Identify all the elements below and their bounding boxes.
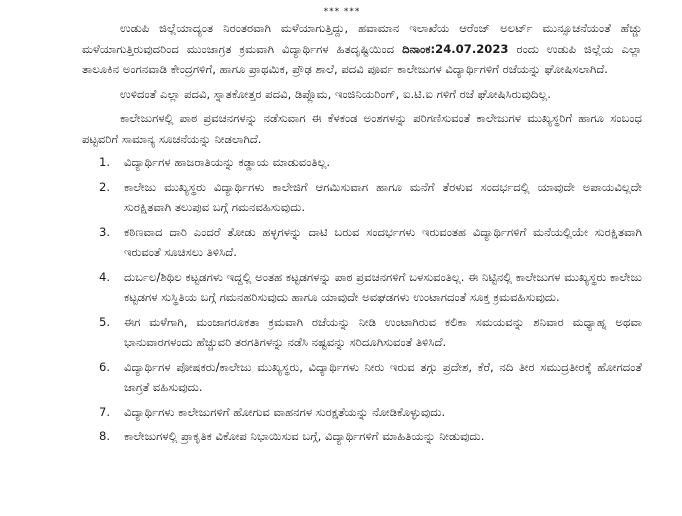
list-item-number: 1. bbox=[98, 155, 110, 169]
list-item-text: ದುರ್ಬಲ/ಶಿಥಿಲ ಕಟ್ಟಡಗಳು ಇದ್ದಲ್ಲಿ ಅಂತಹ ಕಟ್ಟಡಗಳನ್ನು ಪಾಠ ಪ್ರವಚನಗಳಿಗೆ ಬಳಸುವಂತಿಲ್ಲ. ಈ ನಿಟ್ಟಿನಲ್ಲಿ ಕಾಲೇಜುಗಳ ಮುಖ್ಯಸ್ಥರು ಕಾಲೇಜು ಕಟ್ಟಡಗಳ ಸುಸ್ಥಿತಿಯ ಬಗ್ಗೆ ಗಮನಹರಿಸುವುದು ಹಾಗೂ ಯಾವುದೇ ಅವಘಡಗಳು ಉಂಟಾಗದಂತೆ ಸೂಕ್ತ ಕ್ರಮವಹಿಸುವುದು. bbox=[124, 269, 642, 304]
list-item-text: ಈಗ ಮಳೆಗಾಗಿ, ಮಂಜಾಗರೂಕತಾ ಕ್ರಮವಾಗಿ ರಜೆಯನ್ನು ನೀಡಿ ಉಂಟಾಗಿರುವ ಕಲಿಕಾ ಸಮಯವನ್ನು ಶನಿವಾರ ಮಧ್ಯಾಹ್ನ ಅಥವಾ ಭಾನುವಾರಗಳಂದು ಹೆಚ್ಚುವರಿ ತರಗತಿಗಳನ್ನು ನಡೆಸಿ ನಷ್ಟವನ್ನು ಸರಿದೂಗಿಸುವಂತೆ ತಿಳಿಸಿದೆ. bbox=[124, 314, 642, 349]
list-item-text: ಕಾಲೇಜು ಮುಖ್ಯಸ್ಥರು ವಿದ್ಯಾರ್ಥಿಗಳು ಕಾಲೇಜಿಗೆ ಆಗಮಿಸುವಾಗ ಹಾಗೂ ಮನೆಗೆ ತೆರಳುವ ಸಂದರ್ಭದಲ್ಲಿ ಯಾವುದೇ ಅಪಾಯವಿಲ್ಲದೇ ಸುರಕ್ಷಿತವಾಗಿ ತಲುಪುವ ಬಗ್ಗೆ ಗಮನವಹಿಸುವುದು. bbox=[124, 179, 642, 214]
list-item-text: ಕಠಿಣವಾದ ದಾರಿ ಎಂದರೆ ತೋಡು ಹಳ್ಳಗಳನ್ನು ದಾಟಿ ಬರುವ ಸಂದರ್ಭಗಳು ಇರುವಂತಹ ವಿದ್ಯಾರ್ಥಿಗಳಿಗೆ ಮನೆಯಲ್ಲಿಯೇ ಸುರಕ್ಷಿತವಾಗಿ ಇರುವಂತೆ ಸೂಚಿಸಲು ತಿಳಿಸಿದೆ. bbox=[124, 224, 642, 259]
list-item-text: ವಿದ್ಯಾರ್ಥಿಗಳ ಪೋಷಕರು/ಕಾಲೇಜು ಮುಖ್ಯಸ್ಥರು, ವಿದ್ಯಾರ್ಥಿಗಳು ನೀರು ಇರುವ ತಗ್ಗು ಪ್ರದೇಶ, ಕೆರೆ, ನದಿ ತೀರ ಸಮುದ್ರತೀರಕ್ಕೆ ಹೋಗದಂತೆ ಜಾಗ್ರತೆ ವಹಿಸುವುದು. bbox=[124, 359, 642, 394]
paragraph-instructions-intro: ಕಾಲೇಜುಗಳಲ್ಲಿ ಪಾಠ ಪ್ರವಚನಗಳನ್ನು ನಡೆಸುವಾಗ ಈ ಕೆಳಕಂಡ ಅಂಶಗಳನ್ನು ಪರಿಗಣಿಸುವಂತೆ ಕಾಲೇಜುಗಳ ಮುಖ್ಯಸ್ಥರಿಗೆ ಹಾಗೂ ಸಂಬಂಧ ಪಟ್ಟವರಿಗೆ ಸಾಮಾನ್ಯ ಸೂಚನೆಯನ್ನು ನೀಡಲಾಗಿದೆ. bbox=[82, 111, 642, 146]
announcement-date: ದಿನಾಂಕ:24.07.2023 bbox=[402, 41, 509, 56]
list-item-text: ವಿದ್ಯಾರ್ಥಿಗಳ ಹಾಜರಾತಿಯನ್ನು ಕಡ್ಡಾಯ ಮಾಡುವಂತಿಲ್ಲ. bbox=[124, 155, 331, 169]
list-item-number: 8. bbox=[98, 429, 110, 443]
paragraph-1-text-before: ಉಡುಪಿ ಜಿಲ್ಲೆಯಾದ್ಯಂತ ನಿರಂತರವಾಗಿ ಮಳೆಯಾಗುತ್ತಿದ್ದು, ಹವಾಮಾನ ಇಲಾಖೆಯ ಆರೆಂಜ್ ಅಲರ್ಟ್ ಮುನ್ಸೂಚನೆಯಂತೆ ಹೆಚ್ಚು ಮಳೆಯಾಗುತ್ತಿರುವುದರಿಂದ ಮುಂಜಾಗ್ರತ ಕ್ರಮವಾಗಿ ವಿದ್ಯಾರ್ಥಿಗಳ ಹಿತದೃಷ್ಟಿಯಿಂದ bbox=[82, 21, 642, 56]
paragraph-1-text-after: ರಂದು ಉಡುಪಿ ಜಿಲ್ಲೆಯ ಎಲ್ಲಾ ತಾಲೂಕಿನ ಅಂಗನವಾಡಿ ಕೇಂದ್ರಗಳಿಗೆ, ಹಾಗೂ ಪ್ರಾಥಮಿಕ, ಪ್ರೌಢ ಶಾಲೆ, ಪದವಿ ಪೂರ್ವ ಕಾಲೇಜುಗಳ ವಿದ್ಯಾರ್ಥಿಗಳಿಗೆ ರಜೆಯನ್ನು ಘೋಷಿಸಲಾಗಿದೆ. bbox=[82, 41, 642, 76]
instruction-list bbox=[82, 152, 642, 447]
list-item-number: 5. bbox=[98, 314, 110, 329]
list-item-number: 7. bbox=[98, 404, 110, 419]
list-item bbox=[82, 222, 642, 263]
paragraph-holiday-announcement bbox=[82, 18, 642, 80]
list-item-number: 6. bbox=[98, 359, 110, 374]
list-item-text: ಕಾಲೇಜುಗಳಲ್ಲಿ ಪ್ರಾಕೃತಿಕ ವಿಕೋಪ ನಿಭಾಯಿಸುವ ಬಗ್ಗೆ, ವಿದ್ಯಾರ್ಥಿಗಳಿಗೆ ಮಾಹಿತಿಯನ್ನು ನೀಡುವುದು. bbox=[124, 429, 485, 443]
header-stars: *** *** bbox=[323, 7, 361, 17]
list-item bbox=[82, 177, 642, 218]
list-item bbox=[82, 312, 642, 353]
list-item bbox=[82, 402, 642, 423]
list-item bbox=[82, 357, 642, 398]
list-item-number: 4. bbox=[98, 269, 110, 284]
list-item bbox=[82, 152, 642, 173]
list-item-number: 3. bbox=[98, 224, 110, 239]
list-item-text: ವಿದ್ಯಾರ್ಥಿಗಳು ಕಾಲೇಜುಗಳಿಗೆ ಹೋಗುವ ವಾಹನಗಳ ಸುರಕ್ಷತೆಯನ್ನು ನೋಡಿಕೊಳ್ಳುವುದು. bbox=[124, 404, 446, 419]
list-item bbox=[82, 267, 642, 308]
paragraph-no-holiday: ಉಳಿದಂತೆ ಎಲ್ಲಾ ಪದವಿ, ಸ್ನಾತಕೋತ್ತರ ಪದವಿ, ಡಿಪ್ಲೊಮ, ಇಂಜಿನಿಯರಿಂಗ್, ಐ.ಟಿ.ಐ ಗಳಿಗೆ ರಜೆ ಘೋಷಿಸಿರುವುದಿಲ್ಲ. bbox=[120, 86, 551, 101]
list-item-number: 2. bbox=[98, 179, 110, 194]
list-item bbox=[82, 426, 642, 447]
